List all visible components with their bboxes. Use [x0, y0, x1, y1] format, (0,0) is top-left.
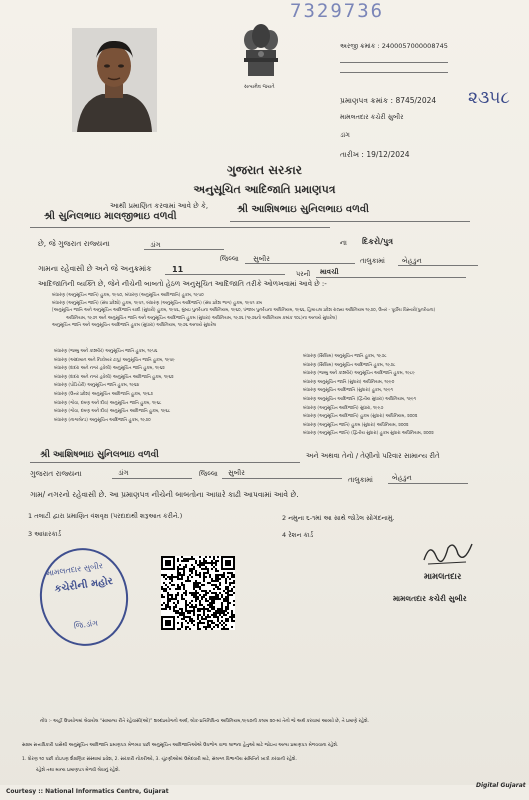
serial-number: 11	[172, 265, 184, 274]
basis-item-2: 2 નમુના ૬-૧માં આ સાથે જોડેલ સોગંદનામું.	[282, 514, 395, 522]
digital-gujarat: Digital Gujarat	[476, 782, 526, 789]
tribe-line: આદિજાતિની વ્યક્તિ છે, જેને નીચેની બાબતો હેઠળ અનુસૂચિત આદિજાતિ તરીકે ઓળખવામાં આવે છે :-	[38, 280, 327, 288]
applicant-photo	[72, 28, 157, 132]
footer-note-3: રહેશે તથા માન્ય પ્રમાણપત્ર મેળવી લેવાનું રહેશે.	[36, 768, 121, 773]
emblem-caption: સત્યમેવ જયતે	[244, 84, 275, 90]
title-certificate: અનુસૂચિત આદિજાતિ પ્રમાણપત્ર	[193, 183, 336, 196]
signature-icon	[420, 538, 476, 568]
stamp-number: 7329736	[290, 0, 385, 22]
residence-line: ગામ/ નગરનો રહેવાસી છે. આ પ્રમાણપત્ર નીચેની બાબતોના આધારે કાઢી આપવામાં આવે છે.	[30, 490, 299, 499]
orders-left: બંધારણ (જમ્મુ અને કાશ્મીર) અનુસૂચિત જાતિ હુકમ, ૧૯૫૬ બંધારણ (આંદામાન અને નિકોબાર ટાપુ) અનુસૂચિત જાતિ હુકમ, ૧૯૫૯ બંધારણ (દાદરા અને નગર હવેલી) અનુસૂચિત જાતિ હુકમ, ૧૯૬૨ બંધારણ (દાદરા અને નગર હવેલી) અનુસૂચિત આદિજાતિ હુકમ, ૧૯૬૨ બંધારણ (પોંડિચેરી) અનુસૂચિત જાતિ હુકમ, ૧૯૬૪ બંધારણ (ઉત્તર પ્રદેશ) અનુસૂચિત આદિજાતિ હુકમ, ૧૯૬૭ બંધારણ (ગોવા, દમણ અને દીવ) અનુસૂચિત જાતિ હુકમ, ૧૯૬૮ બંધારણ (ગોવા, દમણ અને દીવ) અનુસૂચિત આદિજાતિ હુકમ, ૧૯૬૮ બંધારણ (નાગાલેન્ડ) અનુસૂચિત આદિજાતિ હુકમ, ૧૯૭૦	[54, 349, 175, 423]
intro-line: આથી પ્રમાણિત કરવામાં આવે છે કે,	[110, 202, 209, 210]
signatory-title: મામલતદાર	[424, 572, 462, 582]
qr-code-icon	[161, 556, 235, 630]
taluka-label-2: તાલુકામાં	[348, 476, 373, 484]
orders-right: બંધારણ (સિક્કિમ) અનુસૂચિત જાતિ હુકમ, ૧૯૭૮ બંધારણ (સિક્કિમ) અનુસૂચિત આદિજાતિ હુકમ, ૧૯૭૮ બંધારણ (જમ્મુ અને કાશ્મીર) અનુસૂચિત આદિજાતિ હુકમ, ૧૯૮૯ બંધારણ અનુસૂચિત જાતિ (સુધારા) અધિનિયમ, ૧૯૯૦ બંધારણ અનુસૂચિત આદિજાતિ (સુધારા) હુકમ, ૧૯૯૧ બંધારણ અનુસૂચિત આદિજાતિ (દ્વિતીય સુધારા) અધિનિયમ, ૧૯૯૧ બંધારણ (અનુસૂચિત આદિજાતિ) સુધારા, ૧૯૯૭ બંધારણ (અનુસૂચિત આદિજાતિ) હુકમ (સુધારા) અધિનિયમ, ૨૦૦૨ બંધારણ (અનુસૂચિત જાતિ) હુકમ (સુધારા) અધિનિયમ, ૨૦૦૨ બંધારણ (અનુસૂચિત જાતિ) (દ્વિતીય સુધારા) હુકમ સુધારા અધિનિયમ, ૨૦૦૨	[303, 354, 434, 437]
signatory-office: મામલતદાર કચેરી સુબીર	[393, 594, 467, 603]
state-value: ડાંગ	[150, 241, 161, 249]
district-value-2: સુબીર	[228, 469, 245, 477]
district-value: સુબીર	[253, 255, 270, 263]
issuing-office: મામલતદાર કચેરી સુબીર	[340, 113, 404, 121]
office-seal: મામલતદાર સુબીર કચેરીની મહોર જિ.ડાંગ	[34, 542, 135, 651]
state-line: છે, જે ગુજરાત રાજ્યના	[38, 239, 110, 248]
basis-item-1: 1 તલાટી દ્વારા પ્રમાણિત વંશવૃક્ષ (પરદાદાથી શરૂઆત કરીને.)	[28, 512, 183, 520]
applicant-name-2: શ્રી આશિષભાઇ સુનિલભાઇ વળવી	[40, 450, 159, 460]
state-value-2: ડાંગ	[118, 469, 129, 477]
note-line: નોંધ :- અહીં ઉપયોગમાં લેવાયેલ “સામાન્ય રીતે રહેવાસી(ઓ)” શબ્દપ્રયોગનો અર્થ, લોક-પ્રતિનિધિત્વ અધિનિયમ,૧૯૫૦ની કલમ ૨૦-માં તેનો જે અર્થ કરવામાં આવ્યો છે, તે પ્રમાણે રહેશે.	[40, 719, 370, 724]
district-label: જિલ્લા	[220, 255, 239, 263]
issuing-district: ડાંગ	[340, 131, 350, 139]
title-government: ગુજરાત સરકાર	[227, 163, 302, 177]
courtesy: Courtesy :: National Informatics Centre, Gujarat	[6, 788, 169, 795]
taluka-value: બેહડુન	[402, 257, 422, 265]
application-number: અરજી ક્રમાંક : 2400057000008745	[340, 42, 448, 50]
relation-label: ના	[340, 239, 347, 247]
certificate-number: પ્રમાણપત્ર ક્રમાંક : 8745/2024	[340, 96, 437, 105]
footer-note-2: 1. ધોરણ ૧૦ પછી કોઇપણ શૈક્ષણિક સંસ્થામાં પ્રવેશ, 2. સરકારી નોકરીઓ, 3. ચૂંટણીઓમાં ઉમેદવારી માટે, સંલગ્ન વિભાગીય સમિતિને ખાત્રી કરવાની રહેશે.	[22, 757, 297, 762]
handwritten-number: ૨૩૫૮	[468, 88, 510, 108]
caste-value: માવચી	[320, 268, 339, 276]
paragraph-label: પરની	[296, 270, 311, 278]
state-line-2: ગુજરાત રાજ્યના	[30, 469, 82, 478]
certificate-date: તારીખ : 19/12/2024	[340, 150, 410, 159]
family-line: અને અથવા તેનો / તેણીનો પરિવાર સામાન્ય રીતે	[306, 452, 440, 460]
district-label-2: જિલ્લા	[199, 470, 218, 478]
relation-value: દિકરો/પુત્ર	[362, 237, 394, 246]
basis-item-3: 3 આધારકાર્ડ	[28, 530, 62, 538]
applicant-name: શ્રી આશિષભાઇ સુનિલભાઇ વળવી	[237, 204, 369, 215]
parent-name: શ્રી સુનિલભાઇ માલજીભાઇ વળવી	[44, 211, 177, 222]
taluka-label: તાલુકામાં	[360, 257, 385, 265]
taluka-value-2: બેહડુન	[392, 474, 412, 482]
basis-item-4: 4 રેશન કાર્ડ	[282, 531, 314, 539]
national-emblem-icon	[238, 20, 284, 92]
footer-note-1: સક્ષમ સત્તાધિકારી પાસેથી અનુસૂચિત આદિજાતિ પ્રમાણપત્ર મેળવ્યા પછી અનુસૂચિત આદિજાતિઓએ ઉપભોગ વાળા લાભના હેતુઓ માટે જોઇતા અન્ય પ્રમાણપત્ર મેળવવાના રહેશે.	[22, 743, 339, 748]
village-line: ગામના રહેવાસી છે અને જે અનુક્રમાંક	[38, 264, 152, 273]
law-lines: બંધારણ (અનુસૂચિત જાતિ) હુકમ, ૧૯૫૦, બંધારણ (અનુસૂચિત આદિજાતિ) હુકમ, ૧૯૫૦ બંધારણ (અનુસૂચિત જાતિ) (સંઘ પ્રદેશો) હુકમ, ૧૯૫૧, બંધારણ (અનુસૂચિત આદિજાતિ) (સંઘ પ્રદેશ ભાગ) હુકમ, ૧૯૫૧ ક્રમ [અનુસૂચિત જાતિ અને અનુસૂચિત આદિજાતિ યાદી (સુધારો) હુકમ, ૧૯૫૬, મુંબઇ પુનર્રચના અધિનિયમ, ૧૯૬૦, પંજાબ પુનર્રચના અધિનિયમ, ૧૯૬૬, હિમાચલ પ્રદેશ રાજ્ય અધિનિયમ ૧૯૭૦, ઉત્તર - પૂર્વીય વિસ્તારો(પુનર્રચના) અધિનિયમ, ૧૯૭૧ અને અનુસૂચિત જાતિ અને અનુસૂચિત આદિજાતિ હુકમ (સુધારા) અધિનિયમ, ૧૯૭૬ (૧૯૭૬નો અધિનિયમ ક્રમાંક ૧૦૮)ના અન્વયે સુધારેલ] અનુસૂચિત જાતિ અને અનુસૂચિત આદિજાતિ હુકમ (સુધારા) અધિનિયમ, ૧૯૭૬ અન્વયે સુધારેલ	[52, 293, 436, 329]
